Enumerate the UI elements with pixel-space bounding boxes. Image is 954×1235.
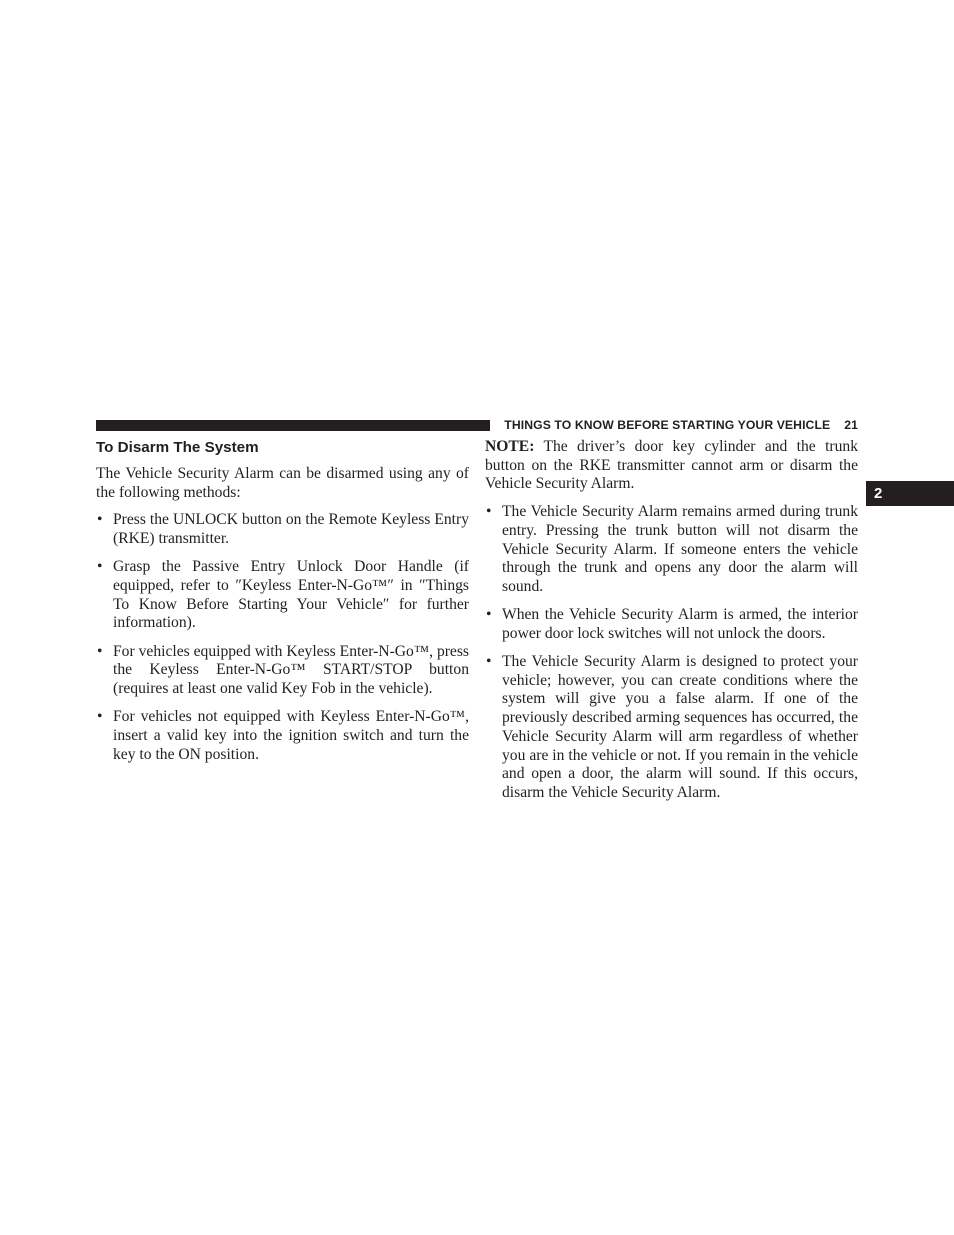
bullet-icon: • [97,708,103,726]
intro-paragraph: The Vehicle Security Alarm can be disarmed using any of the following methods: [96,465,469,501]
section-heading: To Disarm The System [96,439,259,456]
bullet-icon: • [486,503,492,521]
list-item [96,511,469,548]
list-item-text: When the Vehicle Security Alarm is armed, the interior power door lock switches will not unlock the doors. [502,606,858,642]
chapter-tab: 2 [866,481,954,506]
list-item-text: The Vehicle Security Alarm is designed to protect your vehicle; however, you can create conditions where the system will give you a false alarm. If one of the previously described arming sequences has occurred, the Vehicle Security Alarm will arm regardless of whether you are in the vehicle or not. If you remain in the vehicle and open a door, the alarm will sound. If this occurs, disarm the Vehicle Security Alarm. [502,653,858,801]
list-item [485,503,858,597]
list-item [96,558,469,633]
alarm-notes-list [485,503,858,803]
list-item-text: For vehicles not equipped with Keyless Enter-N-Go™, insert a valid key into the ignition switch and turn the key to the ON position. [113,708,469,763]
bullet-icon: • [486,653,492,671]
page-number: 21 [844,418,858,432]
header-rule [96,420,490,431]
list-item [485,606,858,643]
list-item [96,643,469,699]
list-item [96,708,469,764]
note-paragraph [485,438,858,494]
bullet-icon: • [97,511,103,529]
right-column [485,438,858,812]
note-text: The driver’s door key cylinder and the trunk button on the RKE transmitter cannot arm or disarm the Vehicle Security Alarm. [485,438,858,493]
list-item-text: The Vehicle Security Alarm remains armed during trunk entry. Pressing the trunk button will not disarm the Vehicle Security Alarm. If someone enters the vehicle through the trunk and opens any door the alarm will sound. [502,503,858,595]
list-item-text: Grasp the Passive Entry Unlock Door Handle (if equipped, refer to ″Keyless Enter-N-Go™″ in ″Things To Know Before Starting Your Vehicle″ for further information). [113,558,469,632]
list-item-text: For vehicles equipped with Keyless Enter-N-Go™, press the Keyless Enter-N-Go™ START/STOP button (requires at least one valid Key Fob in the vehicle). [113,642,469,698]
list-item [485,653,858,803]
running-header [498,417,858,433]
note-label: NOTE: [485,438,535,455]
disarm-methods-list [96,511,469,764]
list-item-text: Press the UNLOCK button on the Remote Keyless Entry (RKE) transmitter. [113,511,469,548]
bullet-icon: • [97,642,103,660]
bullet-icon: • [97,558,103,576]
bullet-icon: • [486,606,492,624]
left-column [96,438,469,774]
header-title: THINGS TO KNOW BEFORE STARTING YOUR VEHICLE [504,418,831,432]
